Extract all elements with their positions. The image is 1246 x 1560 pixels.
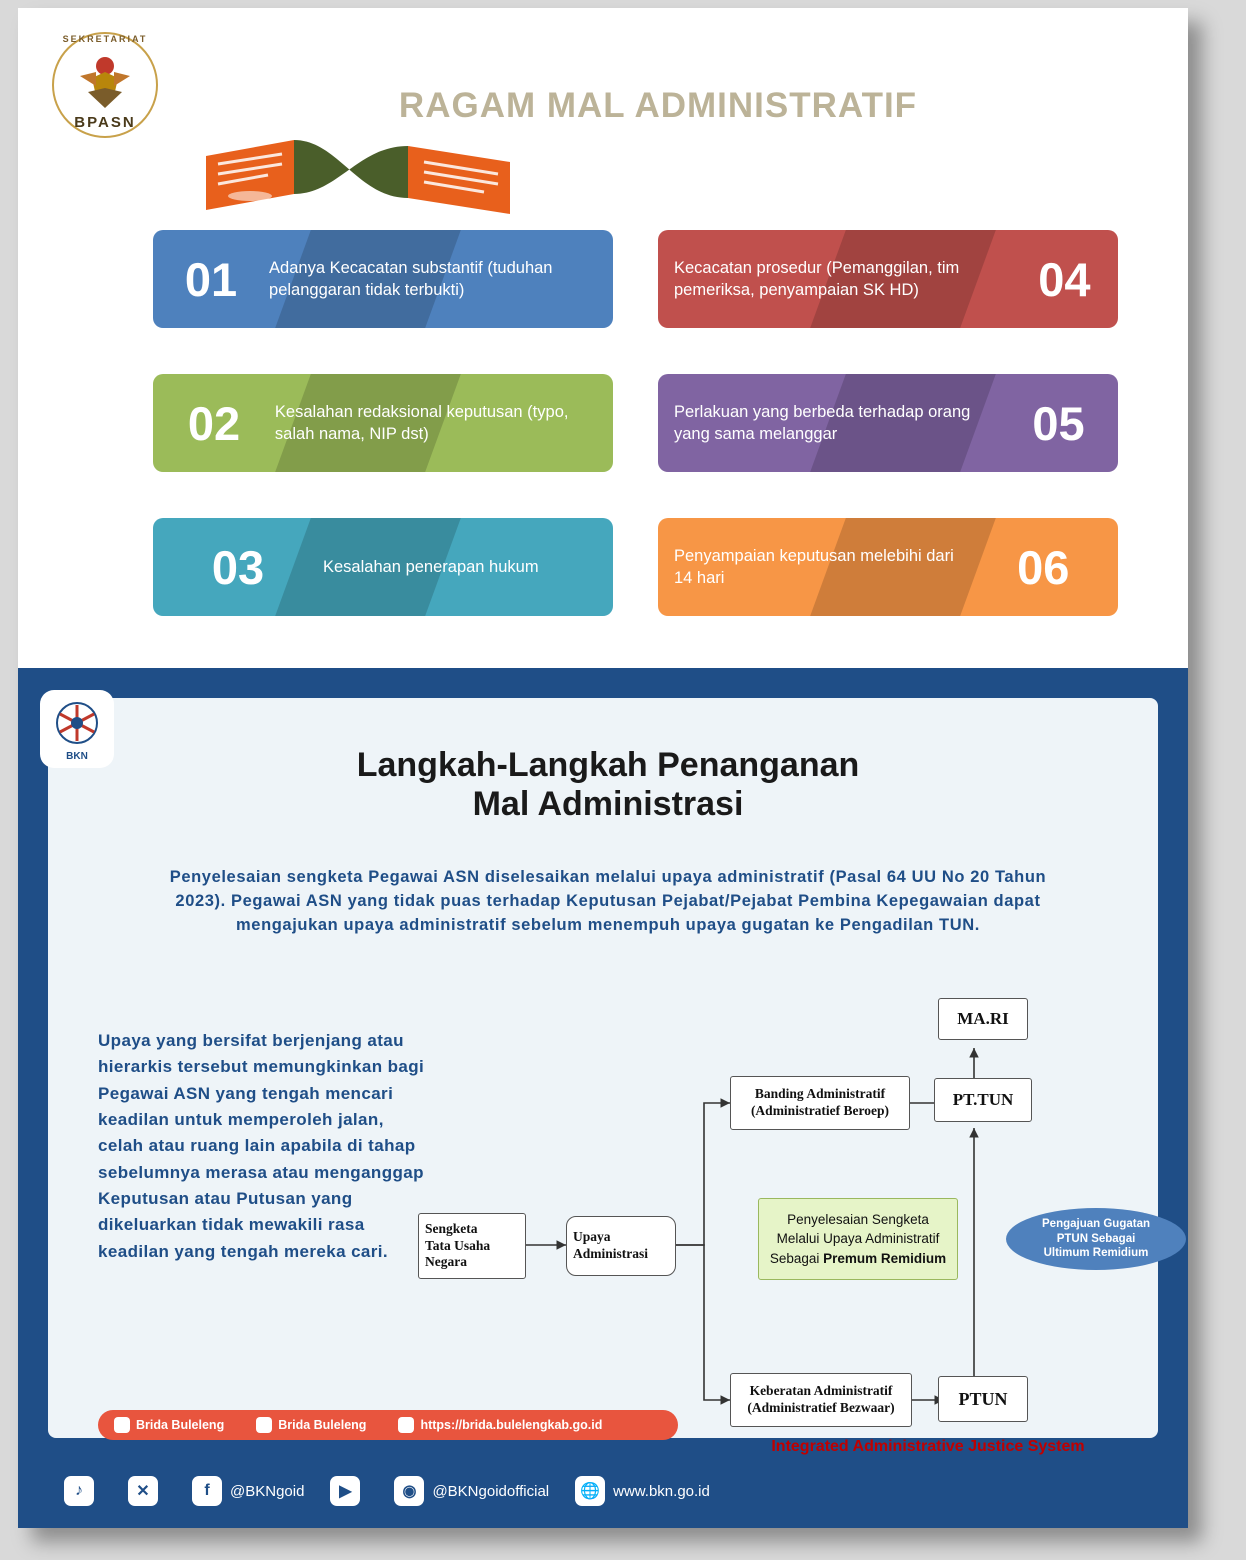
card-number: 04	[1038, 252, 1091, 306]
tiktok-icon: ♪	[64, 1476, 94, 1506]
diagram-box-pttun: PT.TUN	[934, 1078, 1032, 1122]
card-number: 02	[187, 396, 241, 450]
section-heading	[168, 746, 1048, 824]
brida-website[interactable]	[382, 1417, 618, 1433]
ribbon-graphic	[198, 128, 518, 218]
card-number: 05	[1032, 396, 1085, 450]
card-number: 01	[184, 252, 238, 306]
facebook-icon	[256, 1417, 272, 1433]
social-x[interactable]	[128, 1476, 166, 1506]
social-youtube[interactable]	[330, 1476, 368, 1506]
intro-paragraph: Penyelesaian sengketa Pegawai ASN diselesaikan melalui upaya administratif (Pasal 64 UU No 20 Tahun 2023). Pegawai ASN yang tidak puas terhadap Keputusan Pejabat/Pejabat Pembina Kepegawaian dapat mengajukan upaya administratif sebelum menempuh upaya gugatan ke Pengadilan TUN.	[169, 868, 1047, 934]
diagram-box-premum-remidium	[758, 1198, 958, 1280]
sengketa-line2: Tata Usaha	[425, 1237, 491, 1253]
globe-icon	[398, 1417, 414, 1433]
brida-contact-bar	[98, 1410, 678, 1440]
upaya-line1: Upaya	[573, 1229, 611, 1245]
brida-instagram-label: Brida Buleleng	[136, 1418, 225, 1432]
poster-page	[18, 8, 1188, 1528]
card-text: Kesalahan redaksional keputusan (typo, salah nama, NIP dst)	[274, 402, 569, 443]
x-twitter-icon: ✕	[128, 1476, 158, 1506]
garuda-emblem	[74, 52, 136, 110]
upaya-line2: Administrasi	[573, 1246, 649, 1261]
sengketa-line3: Negara	[425, 1254, 467, 1270]
diagram-box-mari: MA.RI	[938, 998, 1028, 1040]
instagram-icon	[114, 1417, 130, 1433]
social-website-label: www.bkn.go.id	[613, 1482, 710, 1500]
heading-line-1: Langkah-Langkah Penanganan	[356, 746, 860, 784]
card-05	[658, 374, 1118, 472]
card-number: 03	[211, 540, 265, 594]
brida-facebook-label: Brida Buleleng	[278, 1418, 367, 1432]
card-04	[658, 230, 1118, 328]
logo-bottom-text: BPASN	[74, 114, 136, 131]
banding-line2: (Administratief Beroep)	[750, 1103, 890, 1118]
diagram-box-sengketa	[418, 1213, 526, 1279]
card-text: Penyampaian keputusan melebihi dari 14 hari	[674, 546, 954, 587]
instagram-icon: ◉	[394, 1476, 424, 1506]
banding-line1: Banding Administratif	[754, 1086, 886, 1102]
diagram-box-banding-administratif	[730, 1076, 910, 1130]
facebook-icon: f	[192, 1476, 222, 1506]
green-line2: Melalui Upaya Administratif	[776, 1231, 940, 1247]
oval-line1: Pengajuan Gugatan	[1042, 1218, 1150, 1231]
diagram-oval-ultimum-remidium	[1006, 1208, 1186, 1270]
keberatan-line1: Keberatan Administratif	[749, 1383, 893, 1399]
green-line3-bold: Premum Remidium	[823, 1250, 947, 1266]
keberatan-line2: (Administratief Bezwaar)	[747, 1400, 895, 1415]
brida-instagram[interactable]	[98, 1417, 240, 1433]
social-instagram-label: @BKNgoidofficial	[432, 1482, 550, 1500]
card-text: Perlakuan yang berbeda terhadap orang yang sama melanggar	[674, 402, 971, 443]
top-section	[18, 8, 1188, 676]
card-number: 06	[1017, 540, 1070, 594]
page-title: RAGAM MAL ADMINISTRATIF	[398, 86, 918, 125]
card-06	[658, 518, 1118, 616]
oval-line3: Ultimum Remidium	[1043, 1247, 1149, 1260]
bkn-logo	[40, 690, 114, 768]
card-text: Adanya Kecacatan substantif (tuduhan pelanggaran tidak terbukti)	[269, 258, 553, 299]
diagram-caption: Integrated Administrative Justice System	[771, 1438, 1085, 1455]
white-panel	[48, 698, 1158, 1455]
green-line3-pre: Sebagai	[769, 1250, 824, 1266]
card-01	[153, 230, 613, 328]
card-text: Kecacatan prosedur (Pemanggilan, tim pemeriksa, penyampaian SK HD)	[674, 258, 960, 299]
bkn-label: BKN	[66, 751, 88, 762]
brida-website-label: https://brida.bulelengkab.go.id	[420, 1418, 603, 1432]
left-paragraph: Upaya yang bersifat berjenjang atau hierarkis tersebut memungkinkan bagi Pegawai ASN yang tengah mencari keadilan untuk memperoleh jalan, celah atau ruang lain apabila di tahap sebelumnya merasa atau menganggap Keputusan atau Putusan yang dikeluarkan tidak mewakili rasa keadilan yang tengah mereka cari.	[98, 1031, 425, 1261]
oval-line2: PTUN Sebagai	[1056, 1232, 1136, 1245]
bkn-social-footer	[18, 1468, 1188, 1514]
brida-facebook[interactable]	[240, 1417, 382, 1433]
card-02	[153, 374, 613, 472]
diagram-box-upaya-administrasi	[566, 1216, 676, 1276]
green-line1: Penyelesaian Sengketa	[787, 1211, 929, 1227]
social-instagram[interactable]	[394, 1476, 549, 1506]
social-website[interactable]	[575, 1476, 710, 1506]
bpasn-logo	[38, 22, 168, 142]
logo-top-text: SEKRETARIAT	[62, 34, 148, 44]
globe-icon: 🌐	[575, 1476, 605, 1506]
bottom-section	[18, 668, 1188, 1528]
heading-line-2: Mal Administrasi	[472, 785, 744, 824]
social-facebook-label: @BKNgoid	[230, 1482, 305, 1500]
social-facebook[interactable]	[192, 1476, 304, 1506]
social-tiktok[interactable]	[64, 1476, 102, 1506]
sengketa-line1: Sengketa	[425, 1220, 478, 1236]
diagram-box-keberatan-administratif	[730, 1373, 912, 1427]
diagram-box-ptun: PTUN	[938, 1376, 1028, 1422]
justice-system-diagram	[408, 1008, 1148, 1468]
card-text: Kesalahan penerapan hukum	[323, 557, 539, 576]
card-03	[153, 518, 613, 616]
youtube-icon: ▶	[330, 1476, 360, 1506]
